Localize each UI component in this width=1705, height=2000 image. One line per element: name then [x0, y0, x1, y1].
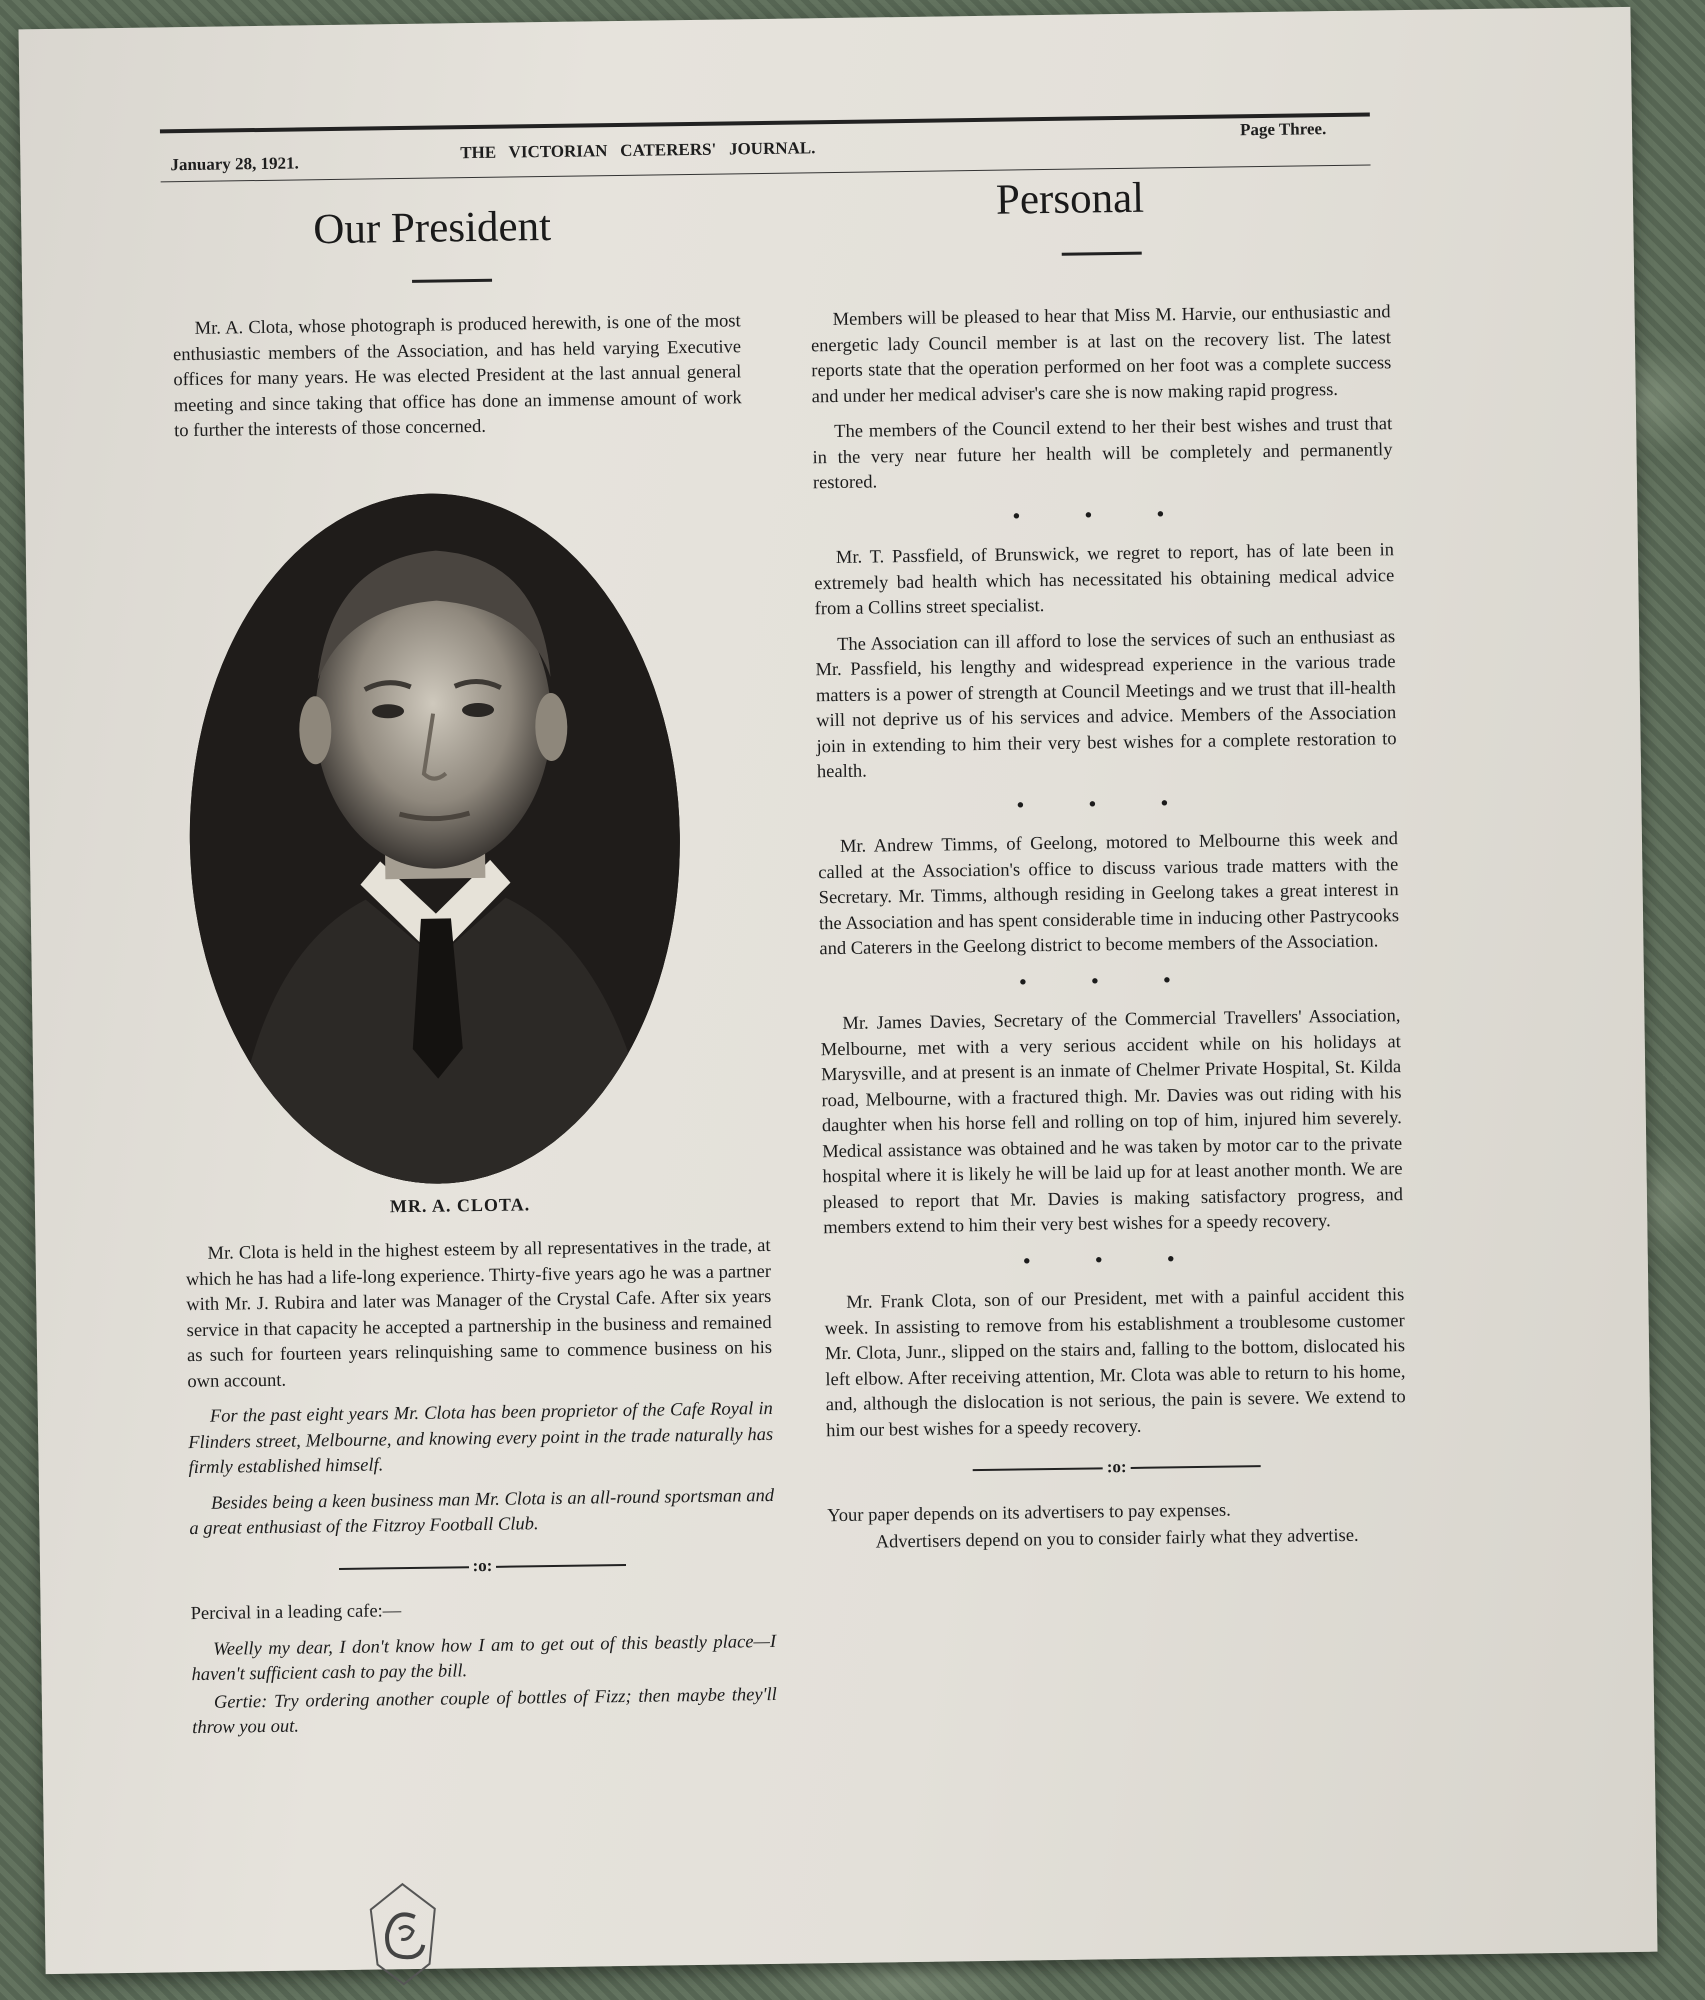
right-heading: Personal [995, 174, 1145, 224]
right-paragraph-6: Mr. James Davies, Secretary of the Commercial Travellers' Association, Melbourne, met with a very serious accident while on his holidays at Marysville, and at present is an inmate of Chelmer Private Hospital, St. Kilda road, Melbourne, with a fractured thigh. Mr. Davies was out riding with his daughter when his horse fell and rolling on top of him, injured him severely. Medical assistance was obtained and he was taken by motor car to the private hospital where it is likely he will be laid up for at least another month. We are pleased to report that Mr. Davies is making satisfactory progress, and members extend to him their very best wishes for a speedy recovery. [820, 1006, 1404, 1239]
header-date: January 28, 1921. [170, 153, 299, 175]
dots-separator-2: • • • [1016, 791, 1199, 816]
left-paragraph-3: Besides being a keen business man Mr. Clota is an all-round sportsman and a great enthusiast of the Fitzroy Football Club. [189, 1485, 775, 1540]
left-paragraph-2: For the past eight years Mr. Clota has been proprietor of the Cafe Royal in Flinders street, Melbourne, and knowing every point in the trade naturally has firmly established himself. [188, 1398, 774, 1479]
journal-page [19, 7, 1658, 1974]
advert-line-1: Your paper depends on its advertisers to pay expenses. [827, 1500, 1231, 1526]
right-paragraph-3: Mr. T. Passfield, of Brunswick, we regret to report, has of late been in extremely bad health which has necessitated his obtaining medical advice from a Collins street specialist. [814, 540, 1395, 620]
president-portrait [180, 485, 690, 1192]
page-header [160, 112, 1371, 182]
header-journal-title: THE VICTORIAN CATERERS' JOURNAL. [460, 138, 816, 163]
right-paragraph-2: The members of the Council extend to her their best wishes and trust that in the very near future her health will be completely and permanently restored. [812, 414, 1393, 494]
advert-line-2: Advertisers depend on you to consider fairly what they advertise. [875, 1525, 1359, 1553]
joke-line-2: Weelly my dear, I don't know how I am to get out of this beastly place—I haven't sufficient cash to pay the bill. [191, 1631, 777, 1686]
left-intro [173, 309, 743, 454]
joke-line-3: Gertie: Try ordering another couple of bottles of Fizz; then maybe they'll throw you out. [192, 1684, 777, 1739]
dots-separator-3: • • • [1019, 968, 1201, 993]
intro-paragraph: Mr. A. Clota, whose photograph is produced herewith, is one of the most enthusiastic members of the Association, and has held varying Executive offices for many years. He was elected President at the last annual general meeting and since taking that office has done an immense amount of work to further the interests of those concerned. [172, 311, 742, 442]
dots-separator-4: • • • [1023, 1247, 1205, 1272]
dots-separator-1: • • • [1012, 502, 1195, 528]
right-body [810, 300, 1408, 1566]
right-heading-rule [1062, 252, 1142, 256]
left-paragraph-1: Mr. Clota is held in the highest esteem by all representatives in the trade, at which he has had a life-long experience. Thirty-five years ago he was a partner with Mr. J. Rubira and later was Manager of the Crystal Cafe. After six years service in that capacity he accepted a partnership in the business and remained as such for fourteen years relinquishing same to commence business on his own account. [185, 1235, 773, 1392]
right-separator: :o: [827, 1450, 1407, 1484]
monogram-stamp-icon [362, 1879, 444, 1990]
left-separator: :o: [190, 1548, 775, 1582]
right-paragraph-4: The Association can ill afford to lose the services of such an enthusiast as Mr. Passfield, his lengthy and widespread experience in the various trade matters is a power of strength at Council Meetings and we trust that ill-health will not deprive us of his services and advice. Members of the Association join in extending to him their very best wishes for a complete restoration to health. [815, 626, 1397, 783]
joke-line-1: Percival in a leading cafe:— [190, 1601, 402, 1625]
right-paragraph-1: Members will be pleased to hear that Miss M. Harvie, our enthusiastic and energetic lady Council member is at last on the recovery list. The latest reports state that the operation performed on her foot was a complete success and under her medical adviser's care she is now making rapid progress. [810, 302, 1392, 407]
header-page-number: Page Three. [1239, 119, 1327, 140]
left-body [185, 1234, 777, 1752]
right-paragraph-7: Mr. Frank Clota, son of our President, met with a painful accident this week. In assisting to remove from his establishment a troublesome customer Mr. Clota, Junr., slipped on the stairs and, falling to the bottom, dislocated his left elbow. After receiving attention, Mr. Clota was able to return to his home, and, although the dislocation is not serious, the pain is severe. We extend to him our best wishes for a speedy recovery. [824, 1285, 1406, 1441]
portrait-caption: MR. A. CLOTA. [389, 1194, 531, 1217]
left-heading: Our President [312, 202, 552, 254]
portrait-image [180, 485, 690, 1192]
right-paragraph-5: Mr. Andrew Timms, of Geelong, motored to Melbourne this week and called at the Association's office to discuss various trade matters with the Secretary. Mr. Timms, although residing in Geelong takes a great interest in the Association and has spent considerable time in inducing other Pastrycooks and Caterers in the Geelong district to become members of the Association. [818, 829, 1400, 960]
left-heading-rule [412, 279, 492, 283]
